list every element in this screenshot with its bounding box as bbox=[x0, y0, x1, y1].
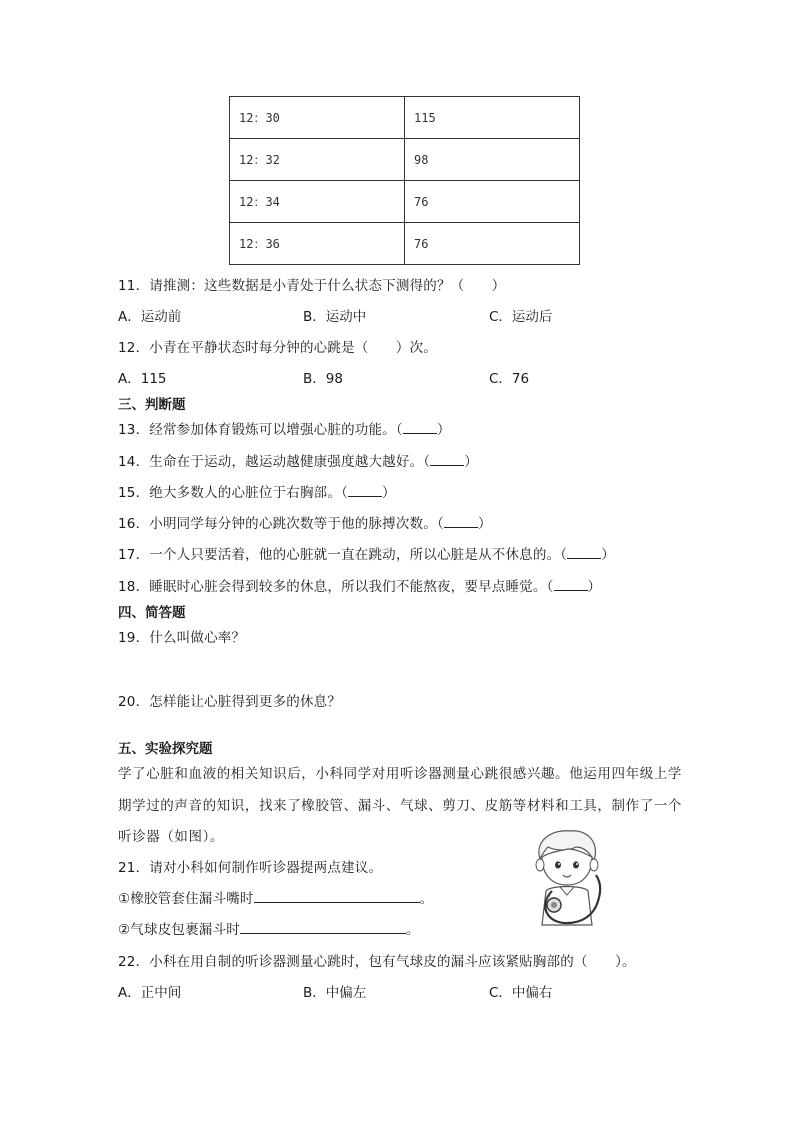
section-title-short-answer: 四、简答题 bbox=[118, 605, 186, 621]
question-22: 22．小科在用自制的听诊器测量心跳时，包有气球皮的漏斗应该紧贴胸部的（ ）。 bbox=[118, 954, 636, 970]
table-row bbox=[230, 181, 580, 223]
question-14 bbox=[118, 450, 478, 470]
value-cell: 76 bbox=[405, 181, 580, 223]
section-title-experiment: 五、实验探究题 bbox=[118, 741, 213, 757]
q22-option-a[interactable]: A．正中间 bbox=[118, 985, 182, 1001]
question-tail: ） bbox=[464, 454, 478, 470]
section-title-judgment: 三、判断题 bbox=[118, 397, 186, 413]
answer-blank[interactable] bbox=[430, 453, 464, 466]
q22-option-c[interactable]: C．中偏右 bbox=[489, 985, 553, 1001]
q11-option-c[interactable]: C．运动后 bbox=[489, 309, 553, 325]
value-cell: 98 bbox=[405, 139, 580, 181]
question-tail: ） bbox=[436, 422, 451, 438]
heart-rate-table bbox=[229, 96, 580, 265]
answer-blank[interactable] bbox=[348, 484, 382, 497]
sentence-end: 。 bbox=[419, 891, 434, 907]
answer-blank[interactable] bbox=[240, 921, 406, 934]
intro-line-1: 学了心脏和血液的相关知识后，小科同学对用听诊器测量心跳很感兴趣。他运用四年级上学 bbox=[118, 766, 682, 782]
question-20: 20．怎样能让心脏得到更多的休息？ bbox=[118, 694, 342, 710]
q11-option-a[interactable]: A．运动前 bbox=[118, 309, 182, 325]
question-15 bbox=[118, 481, 396, 501]
question-tail: ） bbox=[477, 516, 492, 532]
time-cell: 12：30 bbox=[230, 97, 405, 139]
question-19: 19．什么叫做心率？ bbox=[118, 630, 246, 646]
question-stem: 18．睡眠时心脏会得到较多的休息，所以我们不能熬夜，要早点睡觉。（ bbox=[118, 579, 554, 595]
q12-option-b[interactable]: B．98 bbox=[303, 371, 343, 387]
question-13 bbox=[118, 418, 451, 438]
suggestion-label: ①橡胶管套住漏斗嘴时 bbox=[118, 891, 254, 907]
question-stem: 17．一个人只要活着，他的心脏就一直在跳动，所以心脏是从不休息的。（ bbox=[118, 547, 568, 563]
question-18 bbox=[118, 575, 601, 595]
intro-line-2: 期学过的声音的知识，找来了橡胶管、漏斗、气球、剪刀、皮筋等材料和工具，制作了一个 bbox=[118, 798, 682, 814]
answer-blank[interactable] bbox=[444, 515, 478, 528]
time-cell: 12：36 bbox=[230, 223, 405, 265]
sentence-end: 。 bbox=[405, 922, 420, 938]
question-stem: 16．小明同学每分钟的心跳次数等于他的脉搏次数。（ bbox=[118, 516, 444, 532]
time-cell: 12：32 bbox=[230, 139, 405, 181]
q11-option-b[interactable]: B．运动中 bbox=[303, 309, 367, 325]
question-stem: 13．经常参加体育锻炼可以增强心脏的功能。（ bbox=[118, 422, 403, 438]
answer-blank[interactable] bbox=[403, 421, 437, 434]
boy-with-stethoscope-illustration bbox=[520, 825, 616, 935]
value-cell: 76 bbox=[405, 223, 580, 265]
answer-blank[interactable] bbox=[554, 578, 588, 591]
suggestion-label: ②气球皮包裹漏斗时 bbox=[118, 922, 240, 938]
question-11: 11．请推测：这些数据是小青处于什么状态下测得的？（ ） bbox=[118, 278, 506, 294]
q12-option-a[interactable]: A．115 bbox=[118, 371, 167, 387]
time-cell: 12：34 bbox=[230, 181, 405, 223]
question-tail: ） bbox=[587, 579, 602, 595]
table-row bbox=[230, 97, 580, 139]
answer-blank[interactable] bbox=[567, 546, 601, 559]
question-17 bbox=[118, 543, 615, 563]
q21-suggestion-1 bbox=[118, 887, 433, 907]
answer-blank[interactable] bbox=[254, 890, 420, 903]
question-tail: ） bbox=[601, 547, 615, 563]
q12-option-c[interactable]: C．76 bbox=[489, 371, 530, 387]
question-12: 12．小青在平静状态时每分钟的心跳是（ ）次。 bbox=[118, 340, 437, 356]
table-row bbox=[230, 223, 580, 265]
q22-option-b[interactable]: B．中偏左 bbox=[303, 985, 367, 1001]
q21-suggestion-2 bbox=[118, 918, 420, 938]
question-stem: 15．绝大多数人的心脏位于右胸部。（ bbox=[118, 485, 349, 501]
value-cell: 115 bbox=[405, 97, 580, 139]
question-tail: ） bbox=[382, 485, 396, 501]
question-16 bbox=[118, 512, 492, 532]
question-stem: 14．生命在于运动，越运动越健康强度越大越好。（ bbox=[118, 454, 431, 470]
intro-line-3: 听诊器（如图）。 bbox=[118, 829, 225, 845]
table-row bbox=[230, 139, 580, 181]
question-21: 21．请对小科如何制作听诊器提两点建议。 bbox=[118, 860, 383, 876]
